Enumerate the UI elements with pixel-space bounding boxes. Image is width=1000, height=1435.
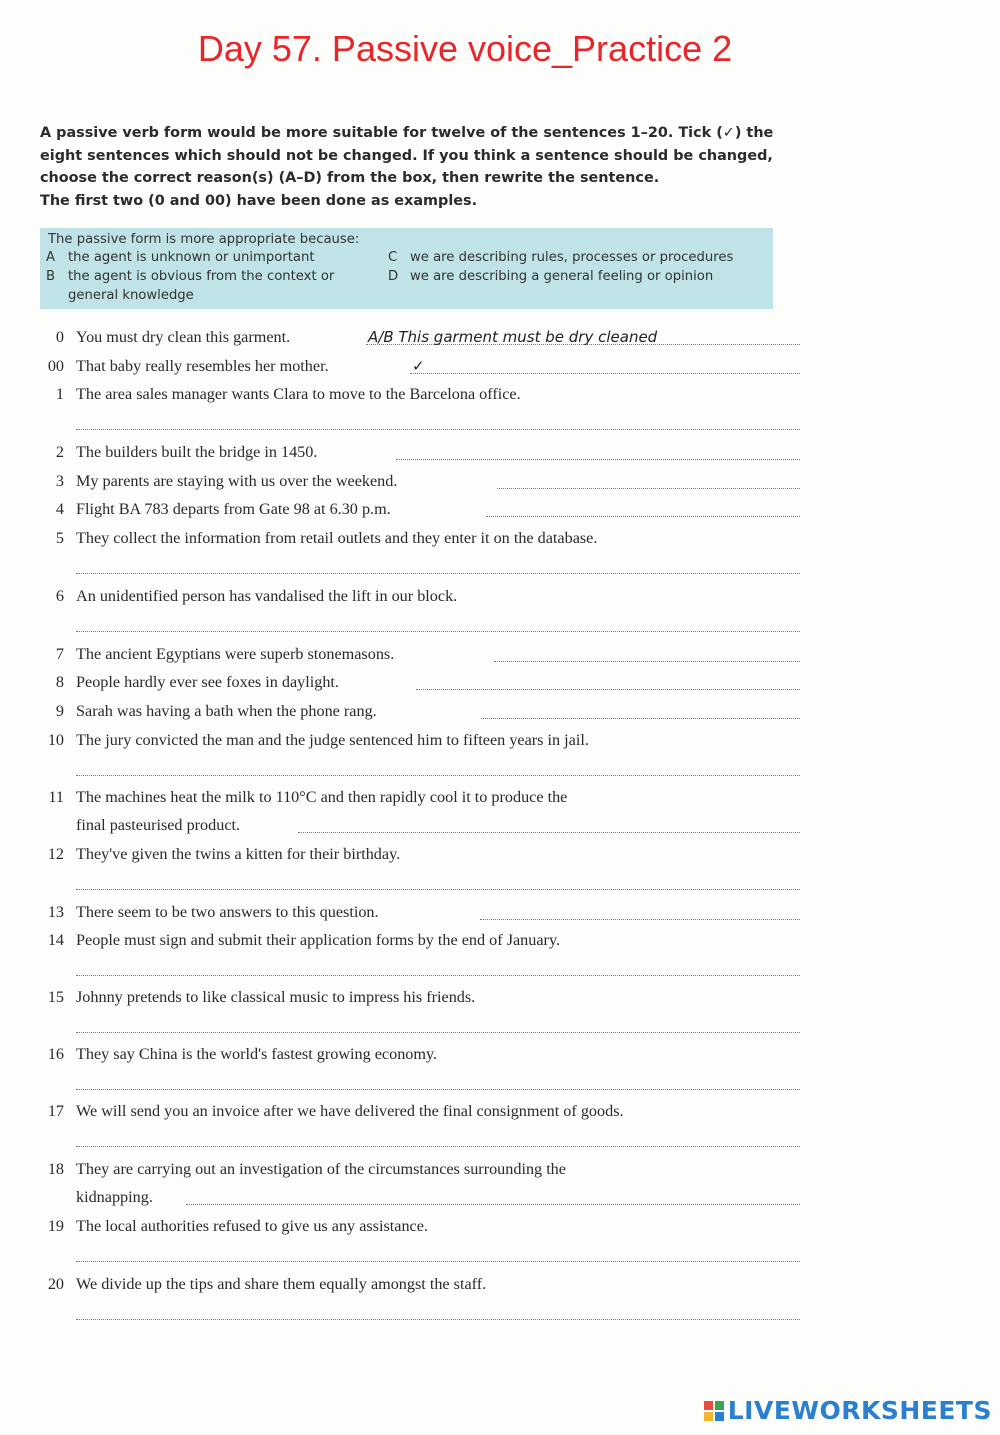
item-number: 10 [47,731,64,749]
reasons-left-column [46,248,376,305]
exercise-line [0,871,1000,895]
answer-line[interactable] [76,975,800,976]
reason-letter: B [46,269,56,284]
logo-square [704,1401,713,1410]
answer-line[interactable] [486,516,800,517]
answer-line[interactable] [480,919,800,920]
exercise-line [0,757,1000,781]
reason-text: we are describing rules, processes or procedures [410,250,734,265]
item-number: 6 [55,587,64,605]
reason-letter: A [46,250,56,265]
logo-square [715,1401,724,1410]
answer-line[interactable] [76,775,800,776]
item-number: 9 [55,702,64,720]
example-answer: ✓ [412,357,425,375]
answer-line[interactable] [76,1032,800,1033]
exercise-line [0,843,1000,867]
item-sentence-continued: final pasteurised product. [76,816,241,834]
item-sentence: The area sales manager wants Clara to move to the Barcelona office. [76,385,521,403]
instructions-line-4: The first two (0 and 00) have been done as examples. [40,192,478,209]
exercise-line [0,986,1000,1010]
exercise-line [0,643,1000,667]
item-number: 18 [47,1160,64,1178]
page-title: Day 57. Passive voice_Practice 2 [197,28,733,69]
item-sentence: Johnny pretends to like classical music to impress his friends. [76,988,476,1006]
reason-text: we are describing a general feeling or opinion [410,269,714,284]
item-number: 16 [47,1045,64,1063]
reason-text: the agent is obvious from the context or general knowledge [68,269,335,303]
item-number: 1 [55,385,64,403]
answer-line[interactable] [76,889,800,890]
reason-letter: D [388,269,399,284]
item-sentence: The ancient Egyptians were superb stonemasons. [76,645,395,663]
logo-square [704,1412,713,1421]
exercise-line [0,470,1000,494]
item-number: 17 [47,1102,64,1120]
exercise-line [0,1158,1000,1182]
item-sentence: There seem to be two answers to this question. [76,903,379,921]
exercise-line [0,1014,1000,1038]
exercise-line [0,671,1000,695]
answer-line[interactable] [76,573,800,574]
item-number: 14 [47,931,64,949]
item-number: 12 [47,845,64,863]
exercise-line [0,498,1000,522]
instructions-line-1: A passive verb form would be more suitable for twelve of the sentences 1–20. Tick (✓) the [40,125,774,141]
exercise-line [0,355,1000,379]
reason-text: the agent is unknown or unimportant [68,250,315,265]
exercise-line [0,901,1000,925]
item-number: 0 [55,328,64,346]
item-number: 20 [47,1275,64,1293]
reasons-right-column [388,248,773,286]
exercise-line [0,527,1000,551]
item-number: 19 [47,1217,64,1235]
exercise-line [0,555,1000,579]
item-sentence: The builders built the bridge in 1450. [76,443,318,461]
item-number: 2 [55,443,64,461]
answer-line[interactable] [76,1146,800,1147]
item-number: 00 [47,357,64,375]
reason-a [46,248,376,267]
item-sentence: We divide up the tips and share them equally amongst the staff. [76,1275,487,1293]
exercise-line [0,441,1000,465]
item-sentence: An unidentified person has vandalised the lift in our block. [76,587,458,605]
exercise-line [0,1100,1000,1124]
exercise-line [0,326,1000,350]
instructions-line-3: choose the correct reason(s) (A–D) from the box, then rewrite the sentence. [40,170,660,186]
answer-line[interactable] [410,373,800,374]
item-sentence: They collect the information from retail outlets and they enter it on the database. [76,529,598,547]
item-sentence-continued: kidnapping. [76,1188,153,1206]
instructions-line-2: eight sentences which should not be changed. If you think a sentence should be changed, [40,147,773,164]
item-sentence: They say China is the world's fastest growing economy. [76,1045,438,1063]
answer-line[interactable] [481,718,800,719]
answer-line[interactable] [298,832,800,833]
reason-letter: C [388,250,398,265]
item-sentence: That baby really resembles her mother. [76,357,329,375]
item-number: 4 [55,500,64,518]
item-sentence: The machines heat the milk to 110°C and then rapidly cool it to produce the [76,788,568,806]
exercise-line [0,1043,1000,1067]
item-sentence: People must sign and submit their application forms by the end of January. [76,931,561,949]
instructions [40,122,815,212]
liveworksheets-logo [704,1396,992,1425]
exercise-line [0,1215,1000,1239]
item-number: 8 [55,673,64,691]
exercise-line [0,700,1000,724]
item-number: 5 [55,529,64,547]
item-sentence: The jury convicted the man and the judge sentenced him to fifteen years in jail. [76,731,589,749]
item-number: 15 [47,988,64,1006]
exercise-line [0,411,1000,435]
answer-line[interactable] [497,488,800,489]
exercise-line [0,729,1000,753]
answer-line[interactable] [76,1089,800,1090]
exercise-line [0,929,1000,953]
item-sentence: Sarah was having a bath when the phone rang. [76,702,377,720]
answer-line[interactable] [76,1261,800,1262]
reason-d [388,267,773,286]
reasons-box [40,228,773,309]
exercise-line [0,1128,1000,1152]
exercise-line [0,1273,1000,1297]
exercise-line [0,1301,1000,1325]
answer-line[interactable] [494,661,800,662]
item-sentence: We will send you an invoice after we have delivered the final consignment of goods. [76,1102,624,1120]
answer-line[interactable] [416,689,800,690]
reason-c [388,248,773,267]
logo-square [715,1412,724,1421]
exercise-line [0,814,1000,838]
item-sentence: My parents are staying with us over the weekend. [76,472,398,490]
exercise-line [0,1071,1000,1095]
answer-line[interactable] [76,429,800,430]
logo-text: LIVEWORKSHEETS [727,1396,992,1425]
logo-grid-icon [704,1401,724,1421]
item-sentence: They've given the twins a kitten for their birthday. [76,845,401,863]
exercise-line [0,613,1000,637]
answer-line[interactable] [76,631,800,632]
answer-line[interactable] [76,1319,800,1320]
item-number: 13 [47,903,64,921]
item-number: 11 [48,788,64,806]
reasons-box-title: The passive form is more appropriate because: [48,232,360,247]
item-sentence: Flight BA 783 departs from Gate 98 at 6.30 p.m. [76,500,391,518]
item-sentence: People hardly ever see foxes in daylight. [76,673,339,691]
item-sentence: The local authorities refused to give us any assistance. [76,1217,428,1235]
example-answer: A/B This garment must be dry cleaned [368,328,658,346]
exercise-line [0,1186,1000,1210]
exercise-line [0,957,1000,981]
answer-line[interactable] [186,1204,800,1205]
item-sentence: They are carrying out an investigation of the circumstances surrounding the [76,1160,566,1178]
answer-line[interactable] [396,459,800,460]
exercise-line [0,585,1000,609]
item-number: 7 [55,645,64,663]
exercise-line [0,786,1000,810]
reason-b [46,267,376,305]
exercise-line [0,1243,1000,1267]
item-sentence: You must dry clean this garment. [76,328,291,346]
exercise-line [0,383,1000,407]
item-number: 3 [55,472,64,490]
